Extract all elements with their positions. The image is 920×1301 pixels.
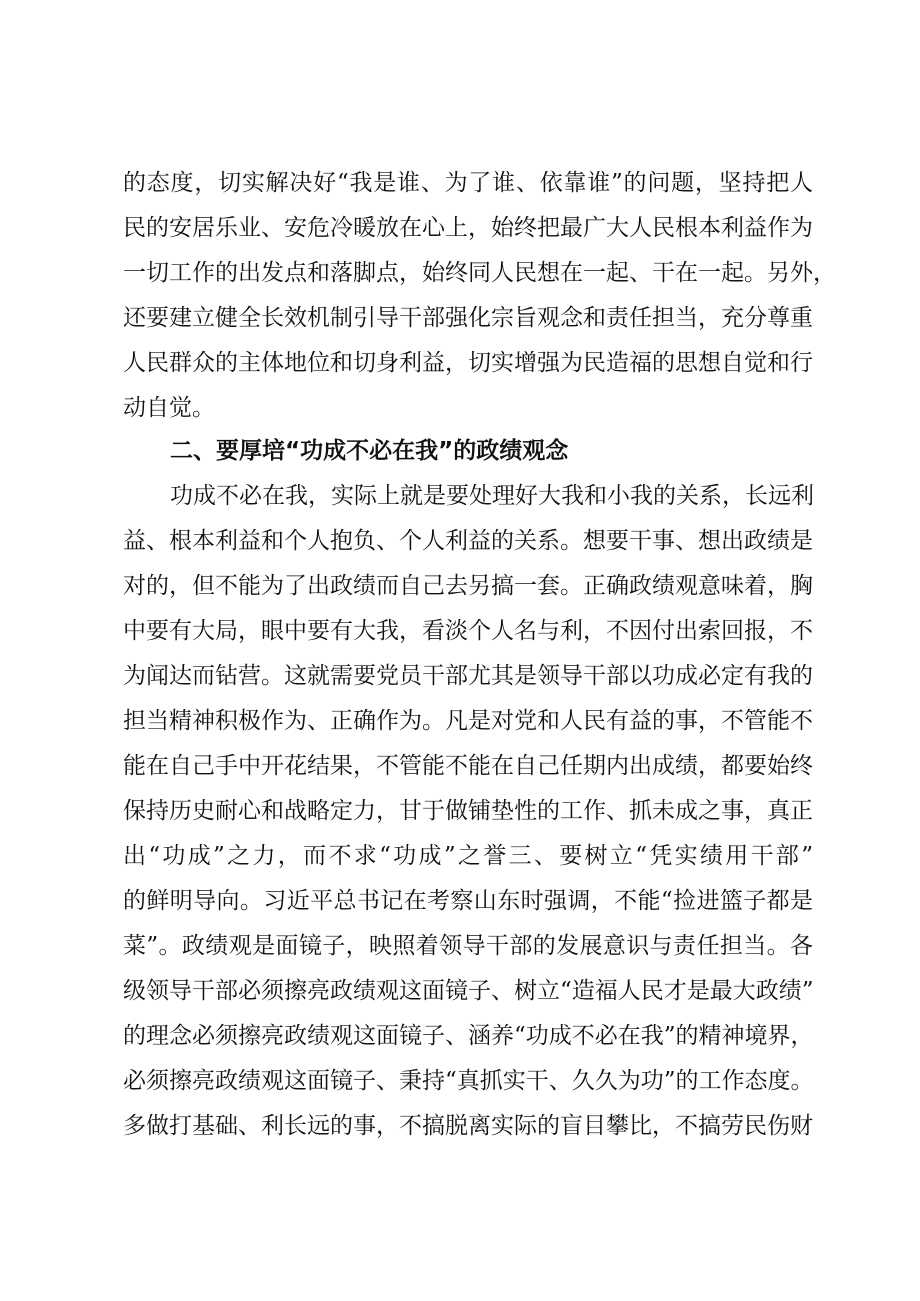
- paragraph-2-line-7: 能在自己手中开花结果，不管能不能在自己任期内出成绩，都要始终: [123, 753, 813, 779]
- paragraph-1-line-1: 的态度，切实解决好“我是谁、为了谁、依靠谁”的问题，坚持把人: [123, 170, 813, 196]
- paragraph-2-line-8: 保持历史耐心和战略定力，甘于做铺垫性的工作、抓未成之事，真正: [123, 798, 813, 824]
- paragraph-2-line-5: 为闻达而钻营。这就需要党员干部尤其是领导干部以功成必定有我的: [123, 663, 813, 689]
- paragraph-1-line-3: 一切工作的出发点和落脚点，始终同人民想在一起、干在一起。另外，: [123, 260, 836, 286]
- paragraph-2-line-11: 菜”。政绩观是面镜子，映照着领导干部的发展意识与责任担当。各: [123, 933, 813, 959]
- paragraph-1-line-5: 人民群众的主体地位和切身利益，切实增强为民造福的思想自觉和行: [123, 350, 813, 376]
- paragraph-2-line-14: 必须擦亮政绩观这面镜子、秉持“真抓实干、久久为功”的工作态度。: [123, 1068, 814, 1094]
- paragraph-2-line-10: 的鲜明导向。习近平总书记在考察山东时强调，不能“捡进篮子都是: [123, 888, 813, 914]
- paragraph-2-line-15: 多做打基础、利长远的事，不搞脱离实际的盲目攀比，不搞劳民伤财: [123, 1113, 813, 1139]
- paragraph-2-line-3: 对的，但不能为了出政绩而自己去另搞一套。正确政绩观意味着，胸: [123, 573, 813, 599]
- paragraph-1-line-6: 动自觉。: [123, 395, 215, 421]
- paragraph-2-line-9: 出“功成”之力，而不求“功成”之誉三、要树立“凭实绩用干部”: [123, 843, 813, 869]
- paragraph-2-line-2: 益、根本利益和个人抱负、个人利益的关系。想要干事、想出政绩是: [123, 528, 813, 554]
- paragraph-2-line-4: 中要有大局，眼中要有大我，看淡个人名与利，不因付出索回报，不: [123, 618, 813, 644]
- paragraph-2-line-6: 担当精神积极作为、正确作为。凡是对党和人民有益的事，不管能不: [123, 708, 813, 734]
- paragraph-2-line-1: 功成不必在我，实际上就是要处理好大我和小我的关系，长远利: [170, 483, 814, 509]
- paragraph-1-line-2: 民的安居乐业、安危冷暖放在心上，始终把最广大人民根本利益作为: [123, 215, 813, 241]
- paragraph-2-line-12: 级领导干部必须擦亮政绩观这面镜子、树立“造福人民才是最大政绩”: [123, 978, 814, 1004]
- section-heading: 二、要厚培“功成不必在我”的政绩观念: [170, 438, 569, 464]
- paragraph-2-line-13: 的理念必须擦亮政绩观这面镜子、涵养“功成不必在我”的精神境界，: [123, 1023, 814, 1049]
- paragraph-1-line-4: 还要建立健全长效机制引导干部强化宗旨观念和责任担当，充分尊重: [123, 305, 813, 331]
